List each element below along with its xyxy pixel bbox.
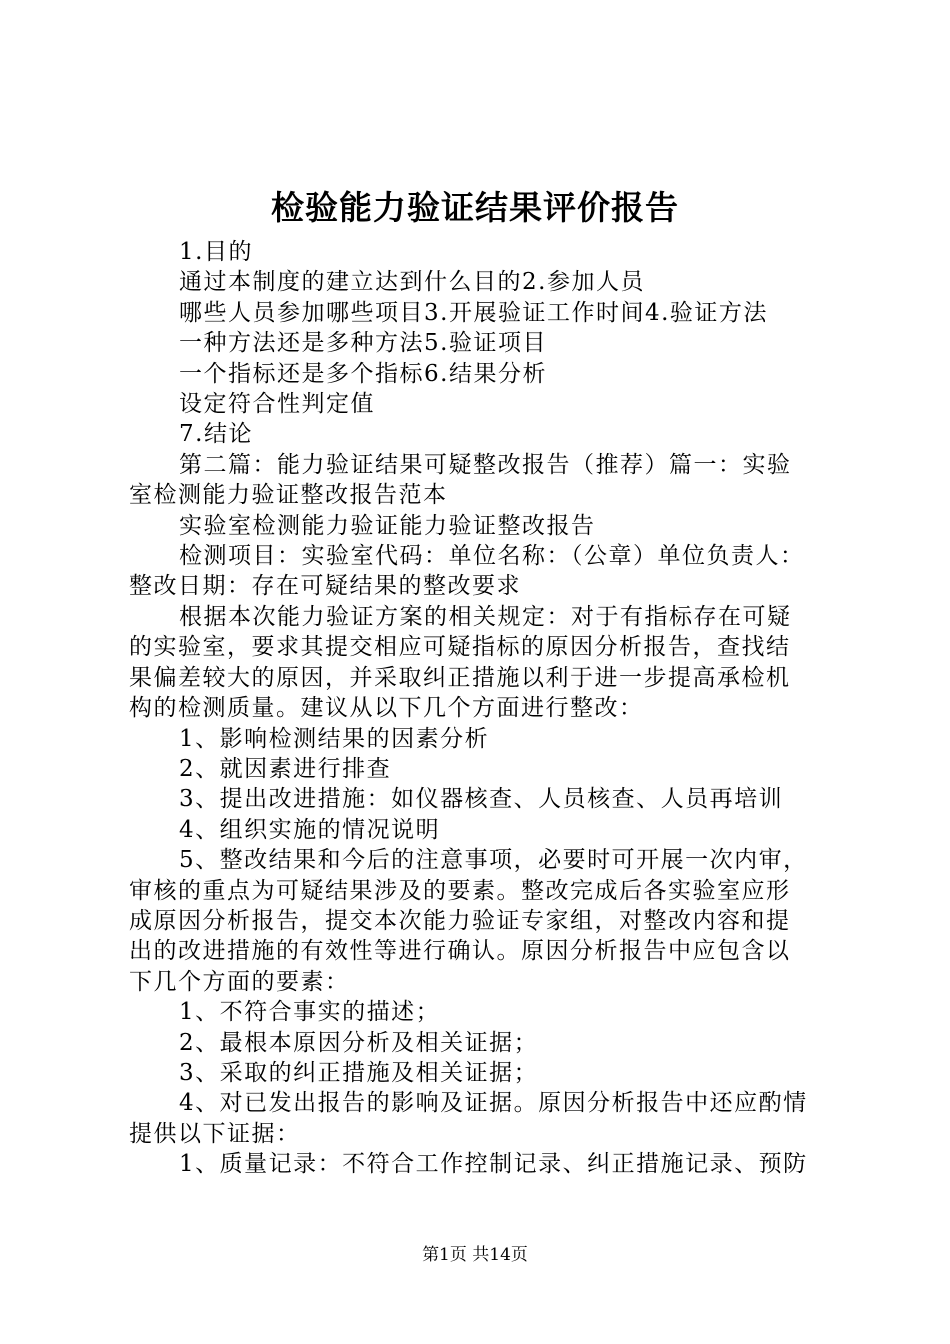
text-line: 3、采取的纠正措施及相关证据； (179, 1059, 539, 1086)
document-body (129, 237, 834, 1180)
text-line: 实验室检测能力验证能力验证整改报告 (179, 512, 596, 539)
text-line: 通过本制度的建立达到什么目的2.参加人员 (179, 269, 645, 296)
text-line: 审核的重点为可疑结果涉及的要素。整改完成后各实验室应形 (129, 877, 791, 904)
text-line: 5、整改结果和今后的注意事项，必要时可开展一次内审， (179, 847, 808, 874)
text-line: 哪些人员参加哪些项目3.开展验证工作时间4.验证方法 (179, 299, 768, 326)
text-line: 第二篇：能力验证结果可疑整改报告（推荐）篇一：实验 (179, 451, 792, 478)
text-line: 整改日期：存在可疑结果的整改要求 (129, 573, 521, 600)
document-title: 检验能力验证结果评价报告 (271, 188, 679, 227)
page-footer: 第1页 共14页 (422, 1245, 528, 1265)
text-line: 4、组织实施的情况说明 (179, 816, 441, 843)
text-line: 2、就因素进行排查 (179, 755, 392, 782)
text-line: 成原因分析报告，提交本次能力验证专家组，对整改内容和提 (129, 907, 791, 934)
text-line: 的实验室，要求其提交相应可疑指标的原因分析报告，查找结 (129, 634, 791, 661)
text-line: 一个指标还是多个指标6.结果分析 (179, 360, 547, 387)
text-line: 7.结论 (179, 421, 253, 448)
text-line: 1.目的 (179, 239, 253, 265)
text-line: 检测项目：实验室代码：单位名称：（公章）单位负责人： (179, 543, 805, 570)
text-line: 3、提出改进措施：如仪器核查、人员核查、人员再培训 (179, 786, 784, 813)
text-line: 果偏差较大的原因，并采取纠正措施以利于进一步提高承检机 (129, 664, 791, 691)
text-line: 提供以下证据： (129, 1120, 301, 1147)
text-line: 构的检测质量。建议从以下几个方面进行整改： (129, 695, 644, 722)
text-line: 室检测能力验证整改报告范本 (129, 482, 448, 509)
text-line: 1、质量记录：不符合工作控制记录、纠正措施记录、预防 (179, 1151, 808, 1178)
text-line: 4、对已发出报告的影响及证据。原因分析报告中还应酌情 (179, 1090, 808, 1117)
text-line: 1、影响检测结果的因素分析 (179, 725, 490, 752)
text-line: 2、最根本原因分析及相关证据； (179, 1029, 539, 1056)
text-line: 下几个方面的要素： (129, 968, 350, 995)
text-line: 出的改进措施的有效性等进行确认。原因分析报告中应包含以 (129, 938, 791, 965)
text-line: 一种方法还是多种方法5.验证项目 (179, 330, 547, 357)
text-line: 1、不符合事实的描述； (179, 999, 441, 1026)
text-line: 设定符合性判定值 (179, 391, 375, 418)
text-line: 根据本次能力验证方案的相关规定：对于有指标存在可疑 (179, 603, 792, 630)
